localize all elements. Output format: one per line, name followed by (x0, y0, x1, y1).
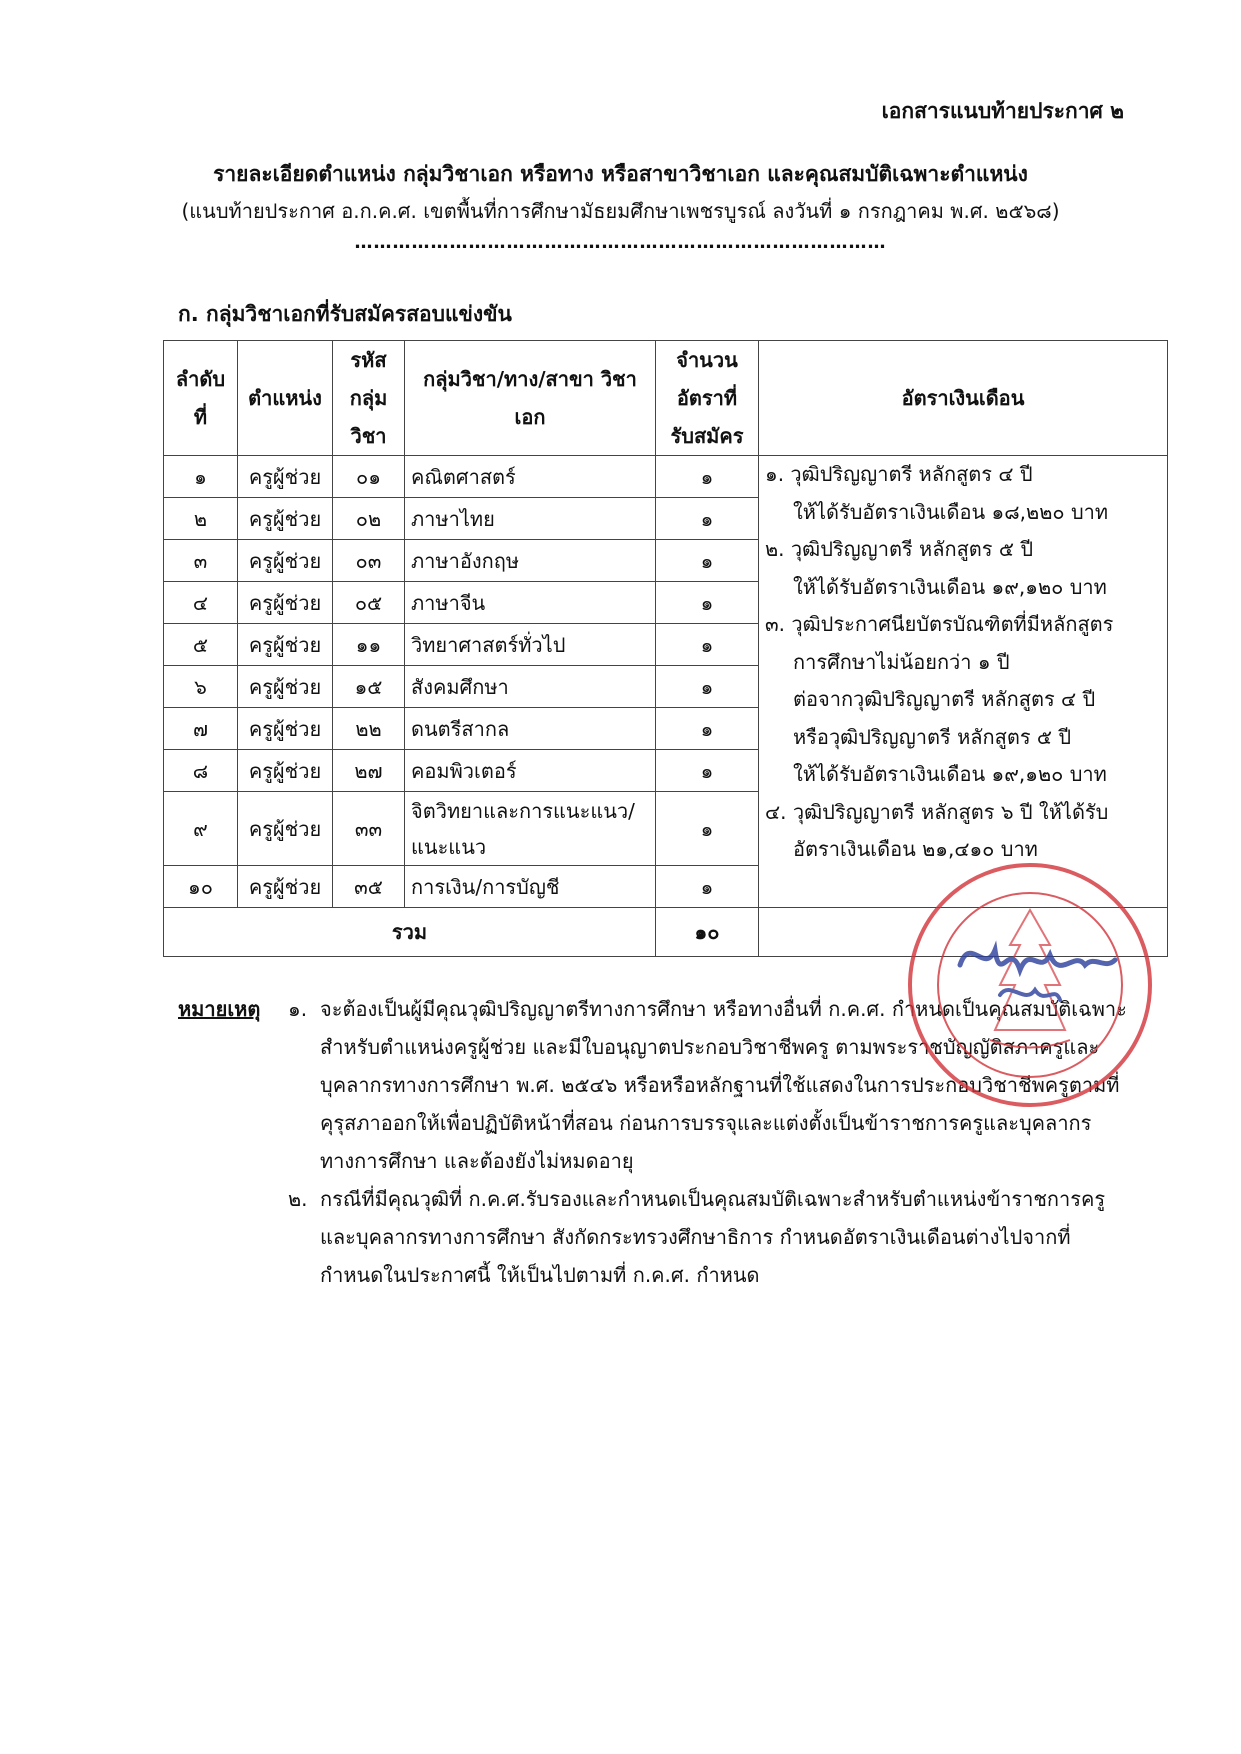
header-code: รหัส กลุ่ม วิชา (333, 341, 405, 456)
table-row (164, 456, 1168, 498)
salary-line: ให้ได้รับอัตราเงินเดือน ๑๘,๒๒๐ บาท (793, 499, 1109, 524)
cell-subject: คอมพิวเตอร์ (405, 750, 656, 792)
cell-code: ๒๒ (333, 708, 405, 750)
cell-position: ครูผู้ช่วย (238, 792, 333, 866)
cell-no: ๓ (164, 540, 238, 582)
seal-outer-ring (910, 865, 1150, 1105)
cell-no: ๗ (164, 708, 238, 750)
salary-line: ให้ได้รับอัตราเงินเดือน ๑๙,๑๒๐ บาท (793, 574, 1107, 599)
cell-count: ๑ (656, 792, 759, 866)
cell-code: ๐๒ (333, 498, 405, 540)
cell-count: ๑ (656, 624, 759, 666)
cell-no: ๙ (164, 792, 238, 866)
cell-count: ๑ (656, 498, 759, 540)
salary-line: ๑. วุฒิปริญญาตรี หลักสูตร ๔ ปี (765, 462, 1033, 486)
cell-subject: การเงิน/การบัญชี (405, 866, 656, 908)
note-text: จะต้องเป็นผู้มีคุณวุฒิปริญญาตรีทางการศึกษา หรือทางอื่นที่ ก.ค.ศ. กำหนดเป็นคุณสมบัติเฉพาะสำหรับตำแหน่งครูผู้ช่วย และมีใบอนุญาตประกอบวิชาชีพครู ตามพระราชบัญญัติสภาครูและบุคลากรทางการศึกษา พ.ศ. ๒๕๔๖ หรือหรือหลักฐานที่ใช้แสดงในการประกอบวิชาชีพครูตามที่คุรุสภาออกให้เพื่อปฏิบัติหน้าที่สอน ก่อนการบรรจุและแต่งตั้งเป็นข้าราชการครูและบุคลากรทางการศึกษา และต้องยังไม่หมดอายุ (320, 997, 1127, 1173)
table-header-row (164, 341, 1168, 456)
salary-line: ๒. วุฒิปริญญาตรี หลักสูตร ๕ ปี (765, 537, 1034, 561)
salary-line: หรือวุฒิปริญญาตรี หลักสูตร ๕ ปี (793, 724, 1072, 749)
document-title: รายละเอียดตำแหน่ง กลุ่มวิชาเอก หรือทาง หรือสาขาวิชาเอก และคุณสมบัติเฉพาะตำแหน่ง (213, 162, 1028, 186)
cell-position: ครูผู้ช่วย (238, 624, 333, 666)
cell-no: ๒ (164, 498, 238, 540)
salary-line: อัตราเงินเดือน ๒๑,๔๑๐ บาท (793, 837, 1038, 861)
cell-count: ๑ (656, 540, 759, 582)
annex-label: เอกสารแนบท้ายประกาศ ๒ (881, 99, 1124, 123)
cell-subject: ภาษาอังกฤษ (405, 540, 656, 582)
cell-subject: คณิตศาสตร์ (405, 456, 656, 498)
salary-cell (759, 456, 1168, 908)
note-number: ๑. (288, 997, 308, 1021)
cell-position: ครูผู้ช่วย (238, 866, 333, 908)
notes-label: หมายเหตุ (178, 997, 261, 1021)
cell-subject: ภาษาไทย (405, 498, 656, 540)
cell-code: ๐๓ (333, 540, 405, 582)
note-text: กรณีที่มีคุณวุฒิที่ ก.ค.ศ.รับรองและกำหนดเป็นคุณสมบัติเฉพาะสำหรับตำแหน่งข้าราชการครูและบุคลากรทางการศึกษา สังกัดกระทรวงศึกษาธิการ กำหนดอัตราเงินเดือนต่างไปจากที่กำหนดในประกาศนี้ ให้เป็นไปตามที่ ก.ค.ศ. กำหนด (320, 1187, 1106, 1287)
cell-position: ครูผู้ช่วย (238, 666, 333, 708)
cell-subject: ดนตรีสากล (405, 708, 656, 750)
cell-count: ๑ (656, 750, 759, 792)
seal-inner-ring (938, 893, 1122, 1077)
cell-count: ๑ (656, 708, 759, 750)
cell-subject: วิทยาศาสตร์ทั่วไป (405, 624, 656, 666)
dotted-separator: ………………………………………………………………………… (354, 232, 887, 253)
cell-code: ๐๕ (333, 582, 405, 624)
cell-position: ครูผู้ช่วย (238, 750, 333, 792)
cell-position: ครูผู้ช่วย (238, 582, 333, 624)
cell-subject: ภาษาจีน (405, 582, 656, 624)
cell-code: ๐๑ (333, 456, 405, 498)
cell-position: ครูผู้ช่วย (238, 498, 333, 540)
cell-code: ๑๑ (333, 624, 405, 666)
cell-position: ครูผู้ช่วย (238, 456, 333, 498)
official-seal-icon (900, 855, 1160, 1115)
section-heading: ก. กลุ่มวิชาเอกที่รับสมัครสอบแข่งขัน (178, 302, 512, 326)
cell-no: ๑ (164, 456, 238, 498)
salary-line: ๓. วุฒิประกาศนียบัตรบัณฑิตที่มีหลักสูตร (765, 612, 1114, 636)
cell-count: ๑ (656, 866, 759, 908)
cell-no: ๑๐ (164, 866, 238, 908)
document-subtitle: (แนบท้ายประกาศ อ.ก.ค.ศ. เขตพื้นที่การศึกษามัธยมศึกษาเพชรบูรณ์ ลงวันที่ ๑ กรกฎาคม พ.ศ. ๒๕๖๘) (181, 199, 1060, 223)
seal-emblem-base (990, 1040, 1070, 1048)
header-position: ตำแหน่ง (238, 341, 333, 456)
salary-line: การศึกษาไม่น้อยกว่า ๑ ปี (793, 649, 1010, 674)
cell-count: ๑ (656, 456, 759, 498)
total-value: ๑๐ (656, 908, 759, 957)
cell-count: ๑ (656, 666, 759, 708)
cell-no: ๖ (164, 666, 238, 708)
salary-line: ๔. วุฒิปริญญาตรี หลักสูตร ๖ ปี ให้ได้รับ (765, 799, 1109, 824)
cell-position: ครูผู้ช่วย (238, 708, 333, 750)
cell-no: ๘ (164, 750, 238, 792)
cell-code: ๓๓ (333, 792, 405, 866)
cell-no: ๔ (164, 582, 238, 624)
cell-position: ครูผู้ช่วย (238, 540, 333, 582)
cell-no: ๕ (164, 624, 238, 666)
note-number: ๒. (288, 1187, 308, 1211)
header-subject: กลุ่มวิชา/ทาง/สาขา วิชาเอก (405, 341, 656, 456)
cell-code: ๓๕ (333, 866, 405, 908)
header-salary: อัตราเงินเดือน (759, 341, 1168, 456)
cell-subject: จิตวิทยาและการแนะแนว/ แนะแนว (405, 792, 656, 866)
seal-emblem (995, 910, 1065, 1030)
cell-subject: สังคมศึกษา (405, 666, 656, 708)
salary-line: ต่อจากวุฒิปริญญาตรี หลักสูตร ๔ ปี (793, 687, 1096, 711)
cell-count: ๑ (656, 582, 759, 624)
cell-code: ๒๗ (333, 750, 405, 792)
total-label: รวม (164, 908, 656, 957)
note-item (178, 1180, 1128, 1294)
header-no: ลำดับ ที่ (164, 341, 238, 456)
cell-code: ๑๕ (333, 666, 405, 708)
header-count: จำนวน อัตราที่ รับสมัคร (656, 341, 759, 456)
salary-line: ให้ได้รับอัตราเงินเดือน ๑๙,๑๒๐ บาท (793, 762, 1107, 786)
signature-stroke (960, 950, 1115, 970)
